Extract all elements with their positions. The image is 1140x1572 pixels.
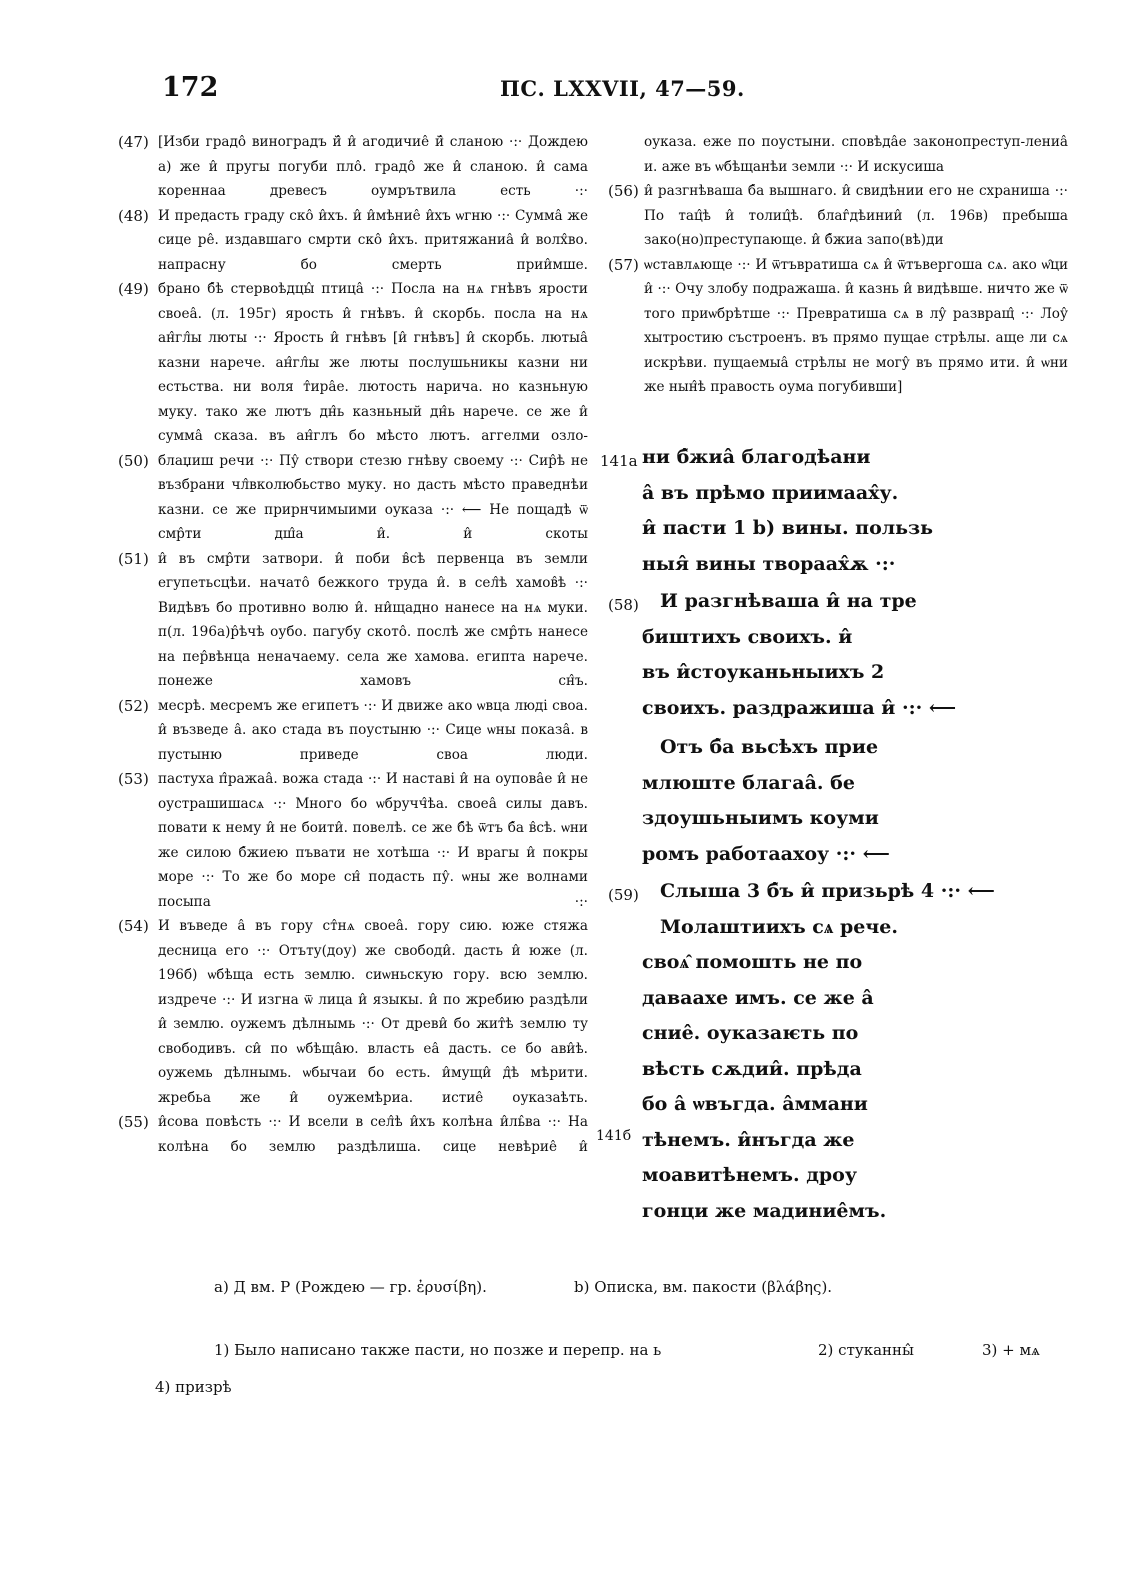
folio-marker-141b: 141б bbox=[596, 1128, 632, 1144]
commentary-continuation bbox=[608, 130, 1068, 179]
psalm-line: даваахе имъ. се же а̂ bbox=[642, 986, 874, 1009]
verse-52 bbox=[118, 694, 588, 768]
psalm-line: вѣсть сѫдии̂. прѣда bbox=[642, 1057, 862, 1080]
psalm-line: ни б̂жиа̂ благодѣани bbox=[642, 446, 871, 468]
verse-number: (48) bbox=[118, 206, 149, 225]
verse-number: (59) bbox=[608, 886, 639, 904]
commentary-text: и̂ разгнѣваша б̂а вышнаго. и̂ свидѣнии его не схраниша ·:· По тац̂ѣ и̂ толиц̂ѣ. благ̂дѣинии̂ (л. 196в) пребыша зако(но)преступающе. и̂ б̂жиа запо(вѣ)ди bbox=[644, 183, 1068, 248]
psalm-line: И разгнѣваша и̂ на тре bbox=[660, 590, 917, 612]
psalm-line: и̂ пасти 1 b) вины. пользь bbox=[642, 517, 934, 539]
verse-number: (54) bbox=[118, 917, 149, 935]
psalm-line: тѣнемъ. и̂нъгда же bbox=[642, 1128, 855, 1151]
commentary-text: [Изби градо̂ виноградъ й̂ и̂ агодичие̂ й̂ сланою ·:· Дождею а) же и̂ пругы погуби пло̂. градо̂ же и̂ сланою. и̂ сама кореннаа древесъ оумрътвила есть ·:· bbox=[158, 134, 588, 199]
commentary-text: И въведе а̂ въ гору ст̂нѧ своеа̂. гору сию. юже стяжа десница его ·:· Отъту(доу) же свободи̂. дасть и̂ юже (л. 196б) ѡбѣща есть землю. сиѡньскую гору. всю землю. издрече ·:· И изгна ѿ лица и̂ языкы. и̂ по жребию раздѣли и̂ землю. оужемъ дѣлнымь ·:· От древи̂ бо жит̂ѣ землю ту свободивъ. си̂ по ѡбѣща̂ю. власть еа̂ дасть. се бо ави̂ѣ. оужемь дѣлнымь. ѡбычаи бо есть. и̂мущи̂ д̂ѣ мѣрити. жребьа же и̂ оужемѣриа. истие̂ оуказаѣть. bbox=[158, 918, 588, 1106]
psalm-line: сние̂. оуказаѥть по bbox=[642, 1022, 859, 1044]
verse-49 bbox=[118, 277, 588, 449]
psalm-line: здоушьныимъ коуми bbox=[642, 807, 879, 829]
commentary-text: ѡставлѧюще ·:· И ѿтъвратиша сѧ и̂ ѿтъвергоша сѧ. ако ѡ̂ци и̂ ·:· Очу злобу подражаша. и̂ казнь и̂ видѣвше. ничто же ѿ того приѡбрѣтше ·:· Превратиша сѧ в лу̂ развращ̂ ·:· Лоу̂ хытростию състроенъ. въ прямо пущае стрѣлы. аще ли сѧ искрѣви. пущаемыа̂ стрѣлы не могу̂ въ прямо ити. и̂ ѡни же нын̂ѣ правость оума погубивши] bbox=[644, 256, 1068, 395]
verse-number: (57) bbox=[608, 255, 639, 274]
psalm-line: Молаштиихъ сѧ рече. bbox=[660, 915, 898, 938]
psalm-block-1 bbox=[600, 440, 1060, 582]
psalm-line: своѧ̂ помошть не по bbox=[642, 951, 863, 973]
verse-number: (49) bbox=[118, 280, 149, 298]
psalm-line: биштихъ своихъ. и̂ bbox=[642, 625, 853, 648]
psalm-block-59 bbox=[600, 874, 1060, 1229]
folio-marker: 141а bbox=[600, 452, 638, 470]
verse-54 bbox=[118, 914, 588, 1110]
verse-50 bbox=[118, 449, 588, 547]
verse-48 bbox=[118, 204, 588, 278]
psalm-line: млюште благаа̂. бе bbox=[642, 771, 855, 794]
right-commentary-column bbox=[608, 130, 1068, 400]
verse-number: (51) bbox=[118, 549, 149, 568]
commentary-text: блаџиш речи ·:· Пу̂ створи стезю гнѣву своему ·:· Сир̂ѣ не възбрани чл̂вколюбьство муку. но дасть мѣсто праведнѣи казни. се же прирнчимыими оуказа ·:· ⟵ Не пощадѣ ѿ смр̂ти дш̂а и̂. и̂ скоты bbox=[158, 452, 588, 542]
verse-number: (56) bbox=[608, 182, 639, 200]
psalm-line: а̂ въ прѣмо приимаах̂у. bbox=[642, 481, 899, 504]
commentary-text: и̂сова повѣсть ·:· И всели в сел̂ѣ и̂хъ колѣна и̂ль̂ва ·:· На колѣна бо землю раздѣлиша. сице невѣрие̂ и̂ bbox=[158, 1114, 588, 1155]
verse-number: (58) bbox=[608, 596, 639, 614]
verse-number: (47) bbox=[118, 133, 149, 151]
commentary-text: оуказа. еже по поустыни. сповѣда̂е законопреступ-лениа̂ и. аже въ ѡбѣщанѣи земли ·:· И искусиша bbox=[644, 134, 1068, 175]
psalm-line: Слыша 3 б̂ъ и̂ призьрѣ 4 ·:· ⟵ bbox=[660, 880, 995, 902]
verse-55 bbox=[118, 1110, 588, 1159]
note-1: 1) Было написано также пасти, но позже и перепр. на ь bbox=[214, 1341, 662, 1359]
verse-number: (55) bbox=[118, 1113, 149, 1131]
note-4: 4) призрѣ bbox=[155, 1378, 232, 1396]
note-3: 3) + мѧ bbox=[982, 1341, 1041, 1359]
note-2: 2) стуканны̂ bbox=[818, 1341, 914, 1359]
verse-number: (52) bbox=[118, 696, 149, 715]
verse-57 bbox=[608, 253, 1068, 400]
page-number: 172 bbox=[162, 72, 219, 103]
psalm-line: ныя̂ вины твораах̂ѫ ·:· bbox=[642, 552, 896, 575]
verse-56 bbox=[608, 179, 1068, 253]
psalm-line: въ и̂стоуканьныихъ 2 bbox=[642, 661, 885, 683]
left-commentary-column bbox=[118, 130, 588, 1159]
psalm-line: гонци же мадиние̂мъ. bbox=[642, 1199, 887, 1222]
commentary-text: И предасть граду ско̂ и̂хъ. и̂ и̂мѣние̂ и̂хъ ѡгню ·:· Сумма̂ же сице ре̂. издавшаго смрти ско̂ и̂хъ. притяжаниа̂ и̂ волх̂во. напрасну бо смерть прии̂мше. bbox=[158, 207, 588, 273]
psalm-line: своихъ. раздражиша и̂ ·:· ⟵ bbox=[642, 696, 957, 719]
psalm-line: моавитѣнемъ. дроу bbox=[642, 1164, 858, 1186]
running-title: ПС. LXXVII, 47—59. bbox=[500, 76, 745, 101]
verse-47 bbox=[118, 130, 588, 204]
verse-number: (50) bbox=[118, 451, 149, 470]
footnote-b: b) Описка, вм. пакости (βλάβης). bbox=[574, 1278, 833, 1296]
psalm-block-58 bbox=[600, 584, 1060, 726]
commentary-text: брано б̂ѣ стервоѣдцы̂ птица̂ ·:· Посла на нѧ гнѣвъ ярости своеа̂. (л. 195г) ярость и̂ гнѣвъ. и̂ скорбь. посла на нѧ ан̂гл̂ы люты ·:· Ярость и̂ гнѣвъ [и̂ гнѣвъ] и̂ скорбь. лютыа̂ казни нарече. ан̂гл̂ы же люты послушьникы казни ни естьства. ни воля т̂ира̂е. лютость нарича. но казньную муку. тако же лютъ дн̂ь казньный дн̂ь нарече. се же и̂ сумма̂ сказа. въ ан̂глъ бо мѣсто лютъ. аггелми озло- bbox=[158, 281, 588, 444]
footnote-a: а) Д вм. Р (Рождею — гр. ἐρυσίβη). bbox=[214, 1278, 487, 1296]
commentary-text: и̂ въ смр̂ти затвори. и̂ поби в̂сѣ первенца въ земли егупетьсцѣи. начато̂ бежкого труда и̂. в сел̂ѣ хамов̂ѣ ·:· Видѣвъ бо противно волю и̂. ни̂щадно нанесе на нѧ муки. п(л. 196а)р̂ѣчѣ оубо. пагубу ското̂. послѣ же смр̂ть нанесе на пер̂вѣнца неначаему. села же хамова. египта нарече. понеже хамовъ сн̂ъ. bbox=[158, 550, 588, 689]
psalm-line: Отъ б̂а вьсѣхъ прие bbox=[660, 736, 879, 758]
commentary-text: месрѣ. месремъ же египетъ ·:· И движе ако ѡвца люді своа. и̂ възведе а̂. ако стада въ поустыню ·:· Сице ѡны показа̂. в пустыню приведе своа люди. bbox=[158, 697, 588, 763]
psalm-block-58b bbox=[600, 730, 1060, 872]
verse-51 bbox=[118, 547, 588, 694]
commentary-text: пастуха п̂ражаа̂. вожа стада ·:· И наставі и̂ на оупова̂е и̂ не оустрашишасѧ ·:· Много бо ѡбручч̂ѣа. своеа̂ силы давъ. повати к нему и̂ не боити̂. повелѣ. се же б̂ѣ ѿтъ б̂а в̂сѣ. ѡни же силою б̂жиею пъвати не хотѣша ·:· И врагы и̂ покры море ·:· То же бо море сн̂ подасть пу̂. ѡны же волнами посыпа ·:· bbox=[158, 771, 588, 910]
verse-number: (53) bbox=[118, 770, 149, 788]
psalm-line: ромъ работаахоу ·:· ⟵ bbox=[642, 842, 890, 865]
verse-53 bbox=[118, 767, 588, 914]
psalm-line: бо а̂ ѡвъгда. а̂ммани bbox=[642, 1093, 868, 1115]
